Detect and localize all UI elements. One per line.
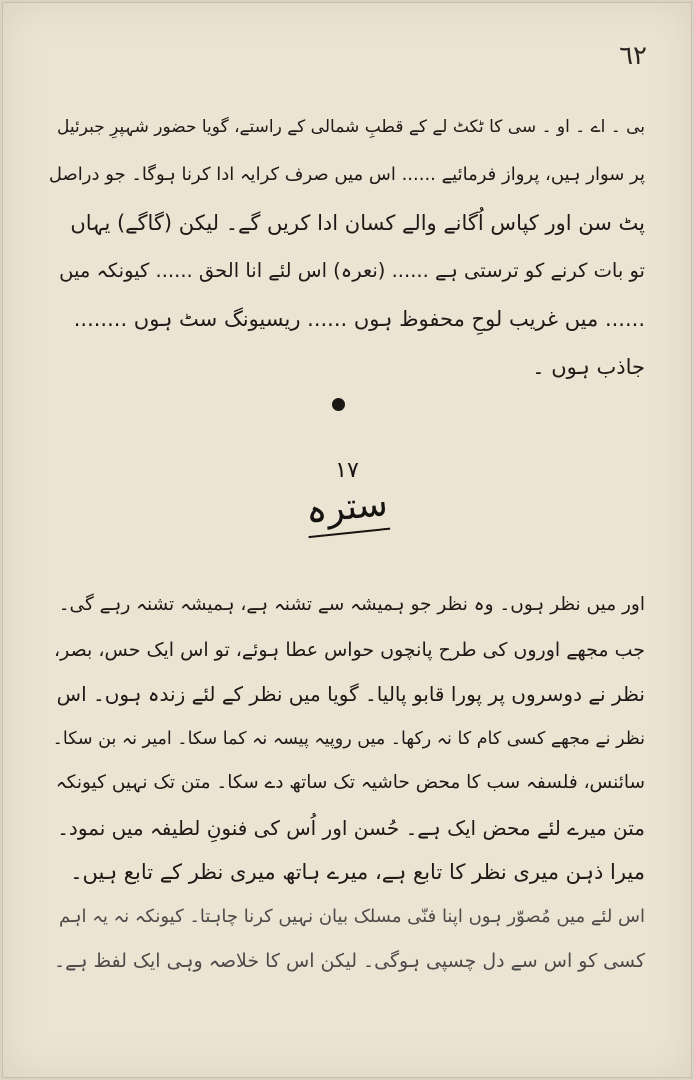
text-line: جاذب ہوں ۔ [532, 355, 645, 379]
section-number: ١٧ [335, 458, 359, 483]
text-line: پر سوار ہیں، پرواز فرمائیے ...... اس میں صرف کرایہ ادا کرنا ہوگا۔ جو دراصل [48, 164, 645, 185]
text-line: اس لئے میں مُصوّر ہوں اپنا فنّی مسلک بیان نہیں کرنا چاہتا۔ کیونکہ نہ یہ اہم [59, 905, 645, 927]
section-title: سترہ [304, 483, 390, 538]
text-line: میرا ذہن میری نظر کا تابع ہے، میرے ہاتھ میری نظر کے تابع ہیں۔ [70, 860, 645, 884]
section-heading [3, 458, 691, 534]
text-line: پٹ سن اور کپاس اُگانے والے کسان ادا کریں گے۔ لیکن (گاگے) یہاں [70, 211, 645, 235]
text-line: متن میرے لئے محض ایک ہے۔ حُسن اور اُس کی فنونِ لطیفہ میں نمود۔ [57, 815, 645, 840]
page-number: ٦٢ [619, 41, 647, 71]
text-line: بی ۔ اے ۔ او ۔ سی کا ٹکٹ لے کے قطبِ شمالی کے راستے، گویا حضور شہپرِ جبرئیل [56, 117, 645, 137]
text-line: کسی کو اس سے دل چسپی ہوگی۔ لیکن اس کا خلاصہ وہی ایک لفظ ہے۔ [54, 950, 645, 972]
book-page [2, 2, 692, 1078]
paragraph-one [49, 103, 645, 391]
paragraph-two [49, 583, 645, 984]
text-line: نظر نے دوسروں پر پورا قابو پالیا۔ گویا میں نظر کے لئے زندہ ہوں۔ اس [56, 682, 645, 706]
text-line: ...... میں غریب لوحِ محفوظ ہوں ...... ریسیونگ سٹ ہوں ........ [73, 307, 645, 331]
text-line: نظر نے مجھے کسی کام کا نہ رکھا۔ میں روپیہ پیسہ نہ کما سکا۔ امیر نہ بن سکا۔ [52, 728, 645, 749]
text-line: تو بات کرنے کو ترستی ہے ...... (نعرہ) اس لئے انا الحق ...... کیونکہ میں [59, 259, 645, 282]
text-line: سائنس، فلسفہ سب کا محض حاشیہ تک ساتھ دے سکا۔ متن تک نہیں کیونکہ [55, 772, 645, 793]
text-line: اور میں نظر ہوں۔ وہ نظر جو ہمیشہ سے تشنہ ہے، ہمیشہ تشنہ رہے گی۔ [58, 594, 645, 615]
section-divider-dot [332, 398, 345, 411]
text-line: جب مجھے اوروں کی طرح پانچوں حواس عطا ہوئے، تو اس ایک حس، بصر، [53, 638, 645, 661]
